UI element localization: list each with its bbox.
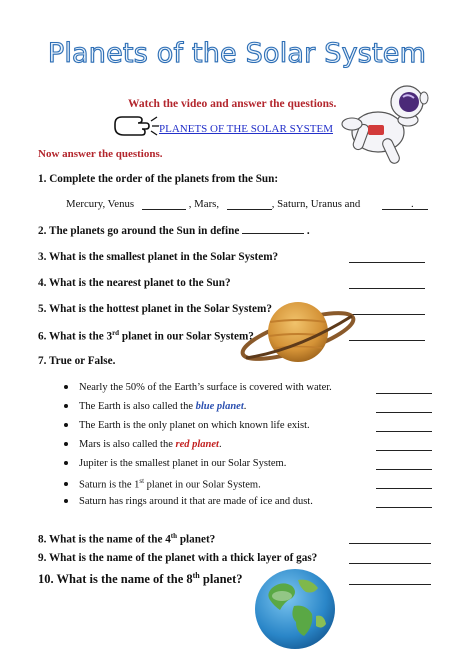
- tf-statement-2-a: The Earth is also called the: [79, 401, 196, 412]
- list-item: [64, 401, 246, 412]
- tf-answer-line-5[interactable]: [376, 469, 432, 470]
- video-link[interactable]: PLANETS OF THE SOLAR SYSTEM: [159, 123, 333, 135]
- answer-line[interactable]: [242, 224, 304, 234]
- question-7: 7. True or False.: [38, 355, 116, 367]
- tf-answer-line-3[interactable]: [376, 431, 432, 432]
- answer-line-q8[interactable]: [349, 543, 431, 544]
- q1-text-2: , Mars,: [188, 198, 220, 210]
- tf-answer-line-4[interactable]: [376, 450, 432, 451]
- list-item: [64, 382, 332, 393]
- question-2: [38, 224, 310, 237]
- tf-statement-6-a: Saturn is the 1: [79, 479, 140, 491]
- tf-statement-7: Saturn has rings around it that are made of ice and dust.: [79, 496, 313, 507]
- question-8: [38, 532, 215, 546]
- list-item: [64, 439, 222, 450]
- bullet-icon: [64, 499, 68, 503]
- saturn-icon: [236, 292, 360, 376]
- bullet-icon: [64, 385, 68, 389]
- question-6: [38, 329, 254, 343]
- tf-answer-line-7[interactable]: [376, 507, 432, 508]
- bullet-icon: [64, 461, 68, 465]
- answer-line-q5[interactable]: [349, 314, 425, 315]
- answer-line-q9[interactable]: [349, 563, 431, 564]
- answer-line-q6[interactable]: [349, 340, 425, 341]
- tf-statement-2-emphasis: blue planet: [195, 401, 244, 412]
- answer-line-q3[interactable]: [349, 262, 425, 263]
- bullet-icon: [64, 404, 68, 408]
- worksheet-title: Planets of the Solar System: [47, 38, 427, 69]
- tf-statement-1: Nearly the 50% of the Earth’s surface is covered with water.: [79, 382, 332, 393]
- answer-line[interactable]: [227, 209, 272, 210]
- now-answer-heading: Now answer the questions.: [38, 148, 163, 160]
- question-9: 9. What is the name of the planet with a thick layer of gas?: [38, 552, 318, 564]
- q1-text-4: .: [410, 198, 414, 210]
- tf-statement-6-sup: st: [139, 477, 145, 485]
- answer-line[interactable]: [142, 209, 186, 210]
- q1-text-1: Mercury, Venus: [66, 198, 135, 210]
- q8-text-a: 8. What is the name of the 4: [38, 533, 171, 546]
- q6-text-a: 6. What is the 3: [38, 330, 113, 343]
- q10-sup: th: [192, 571, 200, 580]
- q2-text: 2. The planets go around the Sun in define: [38, 225, 240, 237]
- tf-answer-line-2[interactable]: [376, 412, 432, 413]
- earth-icon: [252, 566, 338, 652]
- bullet-icon: [64, 482, 68, 486]
- q8-sup: th: [170, 532, 178, 540]
- q10-text-a: 10. What is the name of the 8: [38, 572, 193, 587]
- question-10: [38, 571, 242, 587]
- bullet-icon: [64, 442, 68, 446]
- tf-statement-5: Jupiter is the smallest planet in our Solar System.: [79, 458, 287, 469]
- bullet-icon: [64, 423, 68, 427]
- q2-end: .: [306, 225, 310, 237]
- answer-line-q4[interactable]: [349, 288, 425, 289]
- list-item: [64, 496, 313, 507]
- tf-statement-3: The Earth is the only planet on which known life exist.: [79, 420, 310, 431]
- question-5: 5. What is the hottest planet in the Solar System?: [38, 303, 272, 315]
- q6-text-b: planet in our Solar System?: [119, 330, 254, 343]
- question-1: 1. Complete the order of the planets from the Sun:: [38, 173, 279, 185]
- answer-line-q10[interactable]: [349, 584, 431, 585]
- q1-fill-in: [66, 198, 414, 210]
- pointing-hand-icon: [112, 112, 160, 138]
- list-item: [64, 477, 261, 491]
- q10-text-b: planet?: [199, 572, 243, 587]
- q6-sup: rd: [112, 329, 120, 337]
- tf-answer-line-6[interactable]: [376, 488, 432, 489]
- tf-statement-2-b: .: [243, 401, 247, 412]
- tf-statement-4-emphasis: red planet: [175, 439, 219, 450]
- tf-statement-6-b: planet in our Solar System.: [144, 479, 261, 491]
- astronaut-icon: [338, 80, 438, 170]
- answer-line[interactable]: [382, 209, 428, 210]
- list-item: [64, 420, 310, 431]
- list-item: [64, 458, 286, 469]
- question-4: 4. What is the nearest planet to the Sun?: [38, 277, 231, 289]
- q1-text-3: , Saturn, Uranus and: [271, 198, 361, 210]
- tf-statement-4-b: .: [218, 439, 222, 450]
- question-3: 3. What is the smallest planet in the Solar System?: [38, 251, 279, 263]
- tf-answer-line-1[interactable]: [376, 393, 432, 394]
- tf-statement-4-a: Mars is also called the: [79, 439, 176, 450]
- q8-text-b: planet?: [177, 533, 216, 546]
- instructions-text: Watch the video and answer the questions.: [128, 98, 337, 110]
